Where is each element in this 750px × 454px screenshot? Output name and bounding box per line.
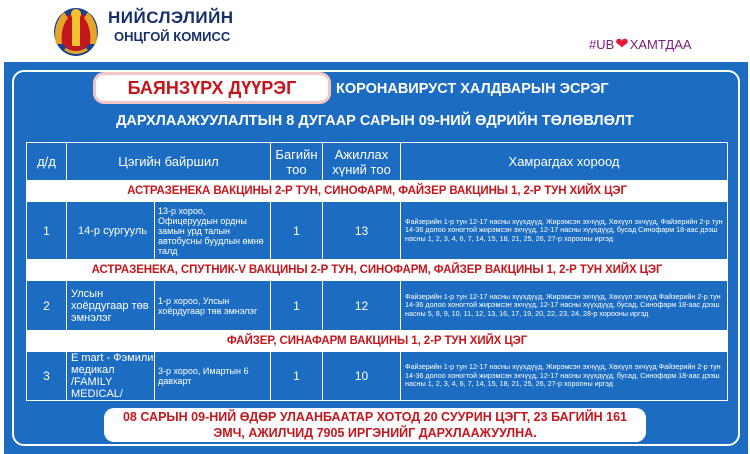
table-row [27,202,728,260]
row-address: 3-р хороо, Имартын 6 давхарт [155,352,271,401]
title-line2: ДАРХЛААЖУУЛАЛТЫН 8 ДУГААР САРЫН 09-НИЙ ӨДРИЙН ТӨЛӨВЛӨЛТ [116,113,634,129]
header-teams: Багийн тоо [271,143,323,181]
row-coverage: Файзерийн 1-р тун 12-17 насны хүүхдүүд, Жирэмсэн эхчүүд, Хөхүүл эхчүүд Файзерийн 2-р тун 14-36 долоо хоногтой жирэмсэн эхчүүд, 12-17 насны хүүхдүүд, бусад, Синофарм 18-аас дээш насны 1, 2, 3, 4, 6, 7, 14, 15, 18, 21, 25, 26, 27-р хорооны иргэд [401,352,728,401]
footer-line1: 08 САРЫН 09-НИЙ ӨДӨР УЛААНБААТАР ХОТОД 20 СУУРИН ЦЭГТ, 23 БАГИЙН 161 [122,410,628,424]
summary-footer [104,408,646,442]
row-no: 3 [27,352,67,401]
row-teams: 1 [271,281,323,331]
header-staff: Ажиллах хүний тоо [323,143,401,181]
section-band-1: АСТРАЗЕНЕКА ВАКЦИНЫ 2-Р ТУН, СИНОФАРМ, ФАЙЗЕР ВАКЦИНЫ 1, 2-Р ТУН ХИЙХ ЦЭГ [27,181,728,202]
row-location: 14-р сургууль [67,202,155,260]
row-staff: 12 [323,281,401,331]
row-staff: 10 [323,352,401,401]
org-title-line1: НИЙСЛЭЛИЙН [108,8,234,27]
header [0,0,750,62]
section-band-2: АСТРАЗЕНЕКА, СПУТНИК-V ВАКЦИНЫ 2-Р ТУН, СИНОФАРМ, ФАЙЗЕР ВАКЦИНЫ 1, 2-Р ТУН ХИЙХ ЦЭГ [27,260,728,281]
row-teams: 1 [271,202,323,260]
district-badge: БАЯНЗҮРХ ДҮҮРЭГ [96,75,328,101]
row-coverage: Файзерийн 1-р тун 12-17 насны хүүхдүүд, Жирэмсэн эхчүүд, Хөхүүл эхчүүд, Файзерийн 2-р тун 14-36 долоо хоногтой жирэмсэн эхчүүд, 12-17 насны хүүхдүүд, бусад Синофарм 18-аас дээш насны 1, 2, 3, 4, 6, 7, 14, 15, 18, 21, 25, 26, 27-р хорооны иргэд [401,202,728,260]
footer-line2: ЭМЧ, АЖИЛЧИД 7905 ИРГЭНИЙГ ДАРХЛААЖУУЛНА. [213,426,537,440]
row-staff: 13 [323,202,401,260]
row-location: E mart - Фэмили медикал /FAMILY MEDICAL/ [67,352,155,401]
soyombo-emblem-icon [50,4,102,58]
hashtag-prefix: #UB [589,36,615,52]
row-no: 2 [27,281,67,331]
org-title-line2: ОНЦГОЙ КОМИСС [114,29,231,44]
schedule-table [26,142,728,401]
row-address: 13-р хороо, Офицеруудын ордны замын урд талын автобусны буудлын өмнө талд [155,202,271,260]
table-row [27,352,728,401]
title-line1: КОРОНАВИРУСТ ХАЛДВАРЫН ЭСРЭГ [336,81,609,97]
hashtag-logo [589,34,692,54]
header-khoroo: Хамрагдах хороод [401,143,728,181]
table-row [27,281,728,331]
hashtag-suffix: ХАМТДАА [629,36,692,52]
header-no: д/д [27,143,67,181]
header-location: Цэгийн байршил [67,143,271,181]
row-no: 1 [27,202,67,260]
row-location: Улсын хоёрдугаар төв эмнэлэг [67,281,155,331]
row-address: 1-р хороо, Улсын хоёрдугаар төв эмнэлэг [155,281,271,331]
table-header-row [27,143,728,181]
heart-icon: ❤ [615,36,629,53]
section-band-3: ФАЙЗЕР, СИНАФАРМ ВАКЦИНЫ 1, 2-Р ТУН ХИЙХ ЦЭГ [27,331,728,352]
row-teams: 1 [271,352,323,401]
row-coverage: Файзерийн 1-р тун 12-17 насны хүүхдүүд, Жирэмсэн эхчүүд, Хөхүүл эхчүүд Файзерийн 2-р тун 14-36 долоо хоногтой жирэмсэн эхчүүд, 12-17 насны хүүхдүүд, бусад, Синофарм 18-аас дээш насны 5, 8, 9, 10, 11, 12, 13, 16, 17, 19, 20, 22, 23, 24, 28-р хорооны иргэд [401,281,728,331]
